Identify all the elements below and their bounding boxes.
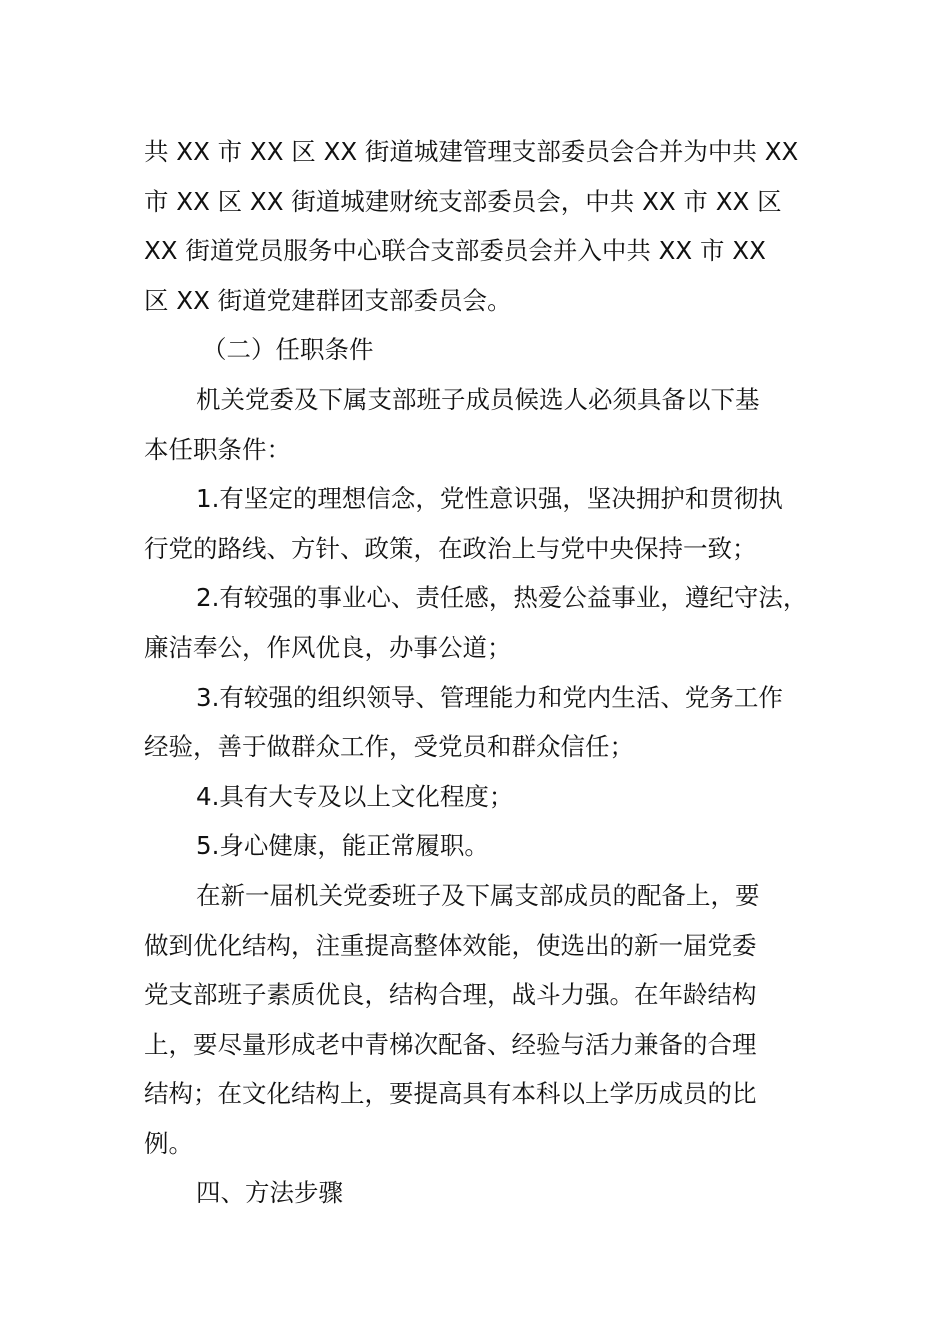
paragraph-line: 做到优化结构，注重提高整体效能，使选出的新一届党委	[144, 930, 757, 960]
list-item-line: 1.有坚定的理想信念，党性意识强，坚决拥护和贯彻执	[196, 484, 783, 514]
paragraph-line: 机关党委及下属支部班子成员候选人必须具备以下基	[196, 384, 760, 414]
paragraph-line: 结构；在文化结构上，要提高具有本科以上学历成员的比	[144, 1079, 757, 1109]
section-heading: 四、方法步骤	[196, 1178, 343, 1208]
paragraph-line: 上，要尽量形成老中青梯次配备、经验与活力兼备的合理	[144, 1029, 757, 1059]
list-item-line: 行党的路线、方针、政策，在政治上与党中央保持一致；	[144, 533, 757, 563]
paragraph-line: 在新一届机关党委班子及下属支部成员的配备上，要	[196, 880, 760, 910]
list-item-line: 2.有较强的事业心、责任感，热爱公益事业，遵纪守法，	[196, 583, 808, 613]
paragraph-line: 区 XX 街道党建群团支部委员会。	[144, 285, 512, 315]
document-body	[144, 127, 844, 1218]
paragraph-line: 市 XX 区 XX 街道城建财统支部委员会，中共 XX 市 XX 区	[144, 186, 782, 216]
paragraph-line: XX 街道党员服务中心联合支部委员会并入中共 XX 市 XX	[144, 236, 766, 266]
paragraph-line: 党支部班子素质优良，结构合理，战斗力强。在年龄结构	[144, 980, 757, 1010]
paragraph-line: 本任职条件：	[144, 434, 291, 464]
list-item-line: 廉洁奉公，作风优良，办事公道；	[144, 632, 512, 662]
paragraph-line: 共 XX 市 XX 区 XX 街道城建管理支部委员会合并为中共 XX	[144, 137, 799, 166]
list-item-line: 4.具有大专及以上文化程度；	[196, 781, 514, 811]
paragraph-line: 例。	[144, 1128, 193, 1158]
list-item-line: 5.身心健康，能正常履职。	[196, 831, 489, 861]
section-heading: （二）任职条件	[202, 335, 374, 365]
list-item-line: 经验，善于做群众工作，受党员和群众信任；	[144, 732, 634, 762]
list-item-line: 3.有较强的组织领导、管理能力和党内生活、党务工作	[196, 682, 783, 712]
